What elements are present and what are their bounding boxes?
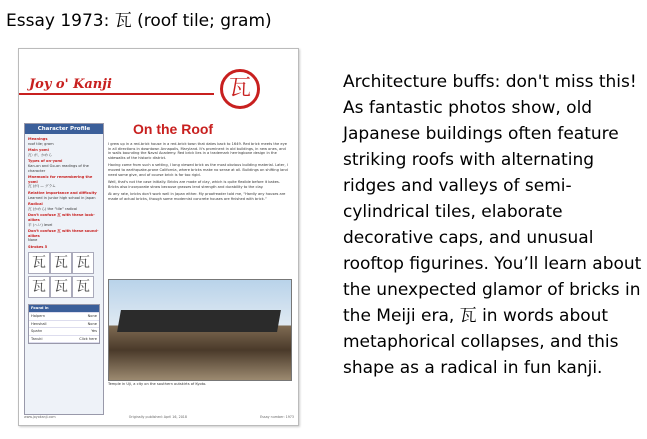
sidebar-section-text: 瓦 (が) — グラム	[28, 184, 56, 189]
stroke-order-cell: 瓦	[28, 252, 50, 274]
temple-photo	[108, 279, 292, 381]
sidebar-section-label: Types of on-yomi	[28, 159, 63, 164]
article-title: On the Roof	[133, 121, 214, 137]
resource-table-row	[29, 321, 99, 329]
resource-table-row	[29, 313, 99, 321]
sidebar-section-label: Strokes 5	[28, 244, 48, 249]
sidebar-section-text: 平 (へい) level	[28, 222, 53, 227]
resource-value: Yes	[91, 329, 97, 334]
resource-value[interactable]: Click here	[79, 336, 97, 341]
article-paragraph: I grew up in a red-brick house in a red-brick town that dates back to 1649. Red brick meets the eye in all directions in downtown Annapolis, Maryland. It's prominent in old buildings, in new ones, and in walls bounding the Naval Academy. Red brick lies in a trademark herringbone design in the sidewalks of the historic district.	[108, 142, 287, 160]
sidebar-heading: Character Profile	[25, 124, 103, 134]
stroke-order-cell: 瓦	[72, 276, 94, 298]
sidebar-section-text: None	[28, 238, 38, 243]
brand-logo-text: Joy o' Kanji	[29, 77, 112, 92]
page-footer	[24, 415, 294, 419]
sidebar-section-label: Relative importance and difficulty	[28, 190, 97, 195]
essay-description: Architecture buffs: don't miss this! As fantastic photos show, old Japanese buildings often feature striking roofs with alternating ridges and valleys of semi-cylindrical tiles, elaborate decorative caps, and unusual rooftop figurines. You’ll learn about the unexpected glamor of bricks in the Meiji era, 瓦 in words about metaphorical collapses, and this shape as a radical in fun kanji.	[343, 72, 642, 378]
footer-published: Originally published: April 16, 2018	[128, 415, 187, 419]
article-paragraph: Well, that's not the case initially. Bricks are made of clay, which is quite flexible before it bakes. Bricks also incorporate straw because grasses lend strength and durability to the clay.	[108, 180, 280, 189]
photo-caption: Temple in Uji, a city on the southern outskirts of Kyoto.	[108, 382, 207, 386]
resource-name: Tanuki	[31, 336, 43, 341]
stroke-order-cell: 瓦	[50, 276, 72, 298]
resource-value: None	[87, 314, 97, 319]
sidebar-section-label: Main yomi	[28, 148, 49, 153]
stroke-order-cell: 瓦	[28, 276, 50, 298]
resource-table-row[interactable]	[29, 336, 99, 344]
sidebar-section-text: roof tile; gram	[28, 141, 54, 146]
sidebar-body	[25, 134, 103, 347]
sidebar-section-text: Kan-on and Go-on readings of the character	[28, 163, 89, 173]
footer-site[interactable]: www.joyokanji.com	[24, 415, 56, 419]
sidebar-section-label: Don't confuse 瓦 with these sound-alikes	[28, 229, 99, 238]
resource-table-row	[29, 305, 99, 313]
sidebar-section-label: Radical	[28, 202, 43, 207]
resource-name: Henshall	[31, 321, 47, 326]
article-body	[108, 142, 290, 205]
stroke-order-cell: 瓦	[72, 252, 94, 274]
article-paragraph: Having come from such a setting, I long viewed brick as the most obvious building material. Later, I moved to earthquake-prone California, where bricks make no sense at all. Buildings on shifting land need some give, and of course brick is far too rigid.	[108, 163, 288, 177]
sidebar-section-text: 瓦: が，かわら	[28, 152, 52, 157]
stroke-order-cell: 瓦	[50, 252, 72, 274]
resource-table-row	[29, 328, 99, 336]
footer-essay-number: Essay number: 1973	[260, 415, 294, 419]
character-profile-sidebar	[24, 123, 104, 415]
essay-title: Essay 1973: 瓦 (roof tile; gram)	[6, 11, 272, 31]
stroke-order-grid	[28, 252, 100, 298]
resource-value: None	[87, 321, 97, 326]
resource-name: Halpern	[31, 314, 46, 319]
brand-divider	[19, 93, 214, 95]
sidebar-section-label: Don't confuse 瓦 with these look-alikes	[28, 213, 95, 222]
article-paragraph: At any rate, bricks don't work well in Japan either. My proofreader told me, “Hardly any houses are made of actual bricks, though some modernist concrete houses are finished with brick.”	[108, 192, 286, 201]
kanji-logo-icon: 瓦	[220, 69, 260, 109]
resource-table	[28, 304, 100, 344]
sidebar-section-text: 瓦 (かわら) the “tile” radical	[28, 206, 78, 211]
sidebar-section-label: Mnemonic for remembering the yomi	[28, 175, 93, 184]
resource-name: Found in	[31, 306, 49, 311]
sidebar-section-label: Meanings	[28, 137, 48, 141]
sidebar-section-text: Learned in junior high school in Japan	[28, 195, 96, 200]
essay-page-thumbnail[interactable]	[18, 48, 299, 426]
resource-name: Spahn	[31, 329, 43, 334]
temple-roof-shape	[117, 310, 281, 332]
